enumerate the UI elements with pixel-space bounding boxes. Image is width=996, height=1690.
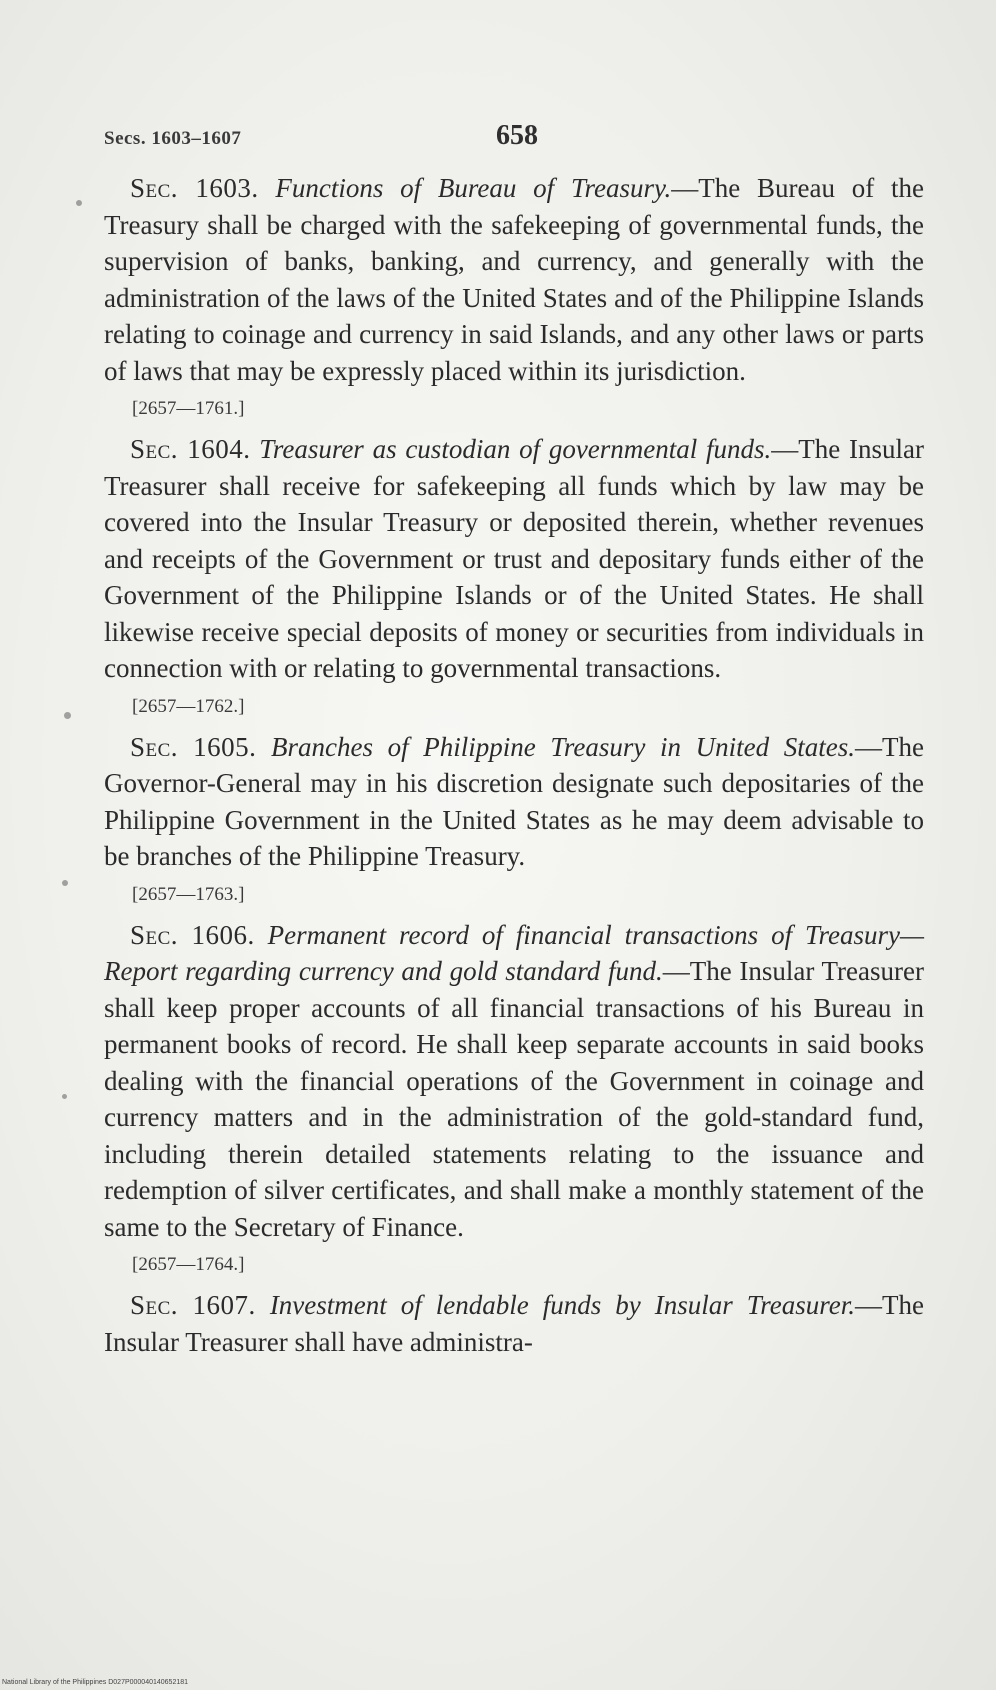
citation: [2657—1762.]: [132, 695, 245, 717]
section-text: —The Insular Treasurer shall keep proper accounts of all financial transactions of his Bureau in permanent books of record. He shall keep separate accounts in said books dealing with the financial operations of the Government in coinage and currency matters and in the administration of the gold-standard fund, including therein detailed statements relating to the issuance and redemption of silver certificates, and shall make a monthly statement of the same to the Secretary of Finance.: [104, 956, 924, 1242]
scan-speck: [62, 1094, 67, 1099]
section-text: —The Insular Treasurer shall receive for safekeeping all funds which by law may be covered into the Insular Treasury or deposited therein, whether revenues and receipts of the Government or trust and depositary funds either of the Government of the Philippine Islands or of the United States. He shall likewise receive special deposits of money or securities from individuals in connection with or relating to governmental transactions.: [104, 434, 924, 683]
scan-speck: [64, 712, 71, 719]
section-1606: [104, 917, 924, 1246]
scan-speck: [62, 880, 68, 886]
citation: [2657—1761.]: [132, 398, 245, 419]
citation: [2657—1764.]: [132, 1254, 245, 1275]
section-1607: [104, 1287, 924, 1360]
citation: [2657—1763.]: [132, 883, 245, 905]
section-1604: [104, 431, 924, 687]
section-title: Permanent record of financial transactions of Treasury—Report regarding currency and gold standard fund.: [104, 919, 924, 986]
section-1605: [104, 729, 924, 875]
section-label: Sec. 1607.: [130, 1290, 256, 1320]
scan-speck: [76, 200, 82, 206]
section-text: —The Governor-General may in his discretion designate such depositaries of the Philippine Government in the United States as he may deem advisable to be branches of the Philippine Treasury.: [104, 731, 924, 871]
section-title: Functions of Bureau of Treasury.: [275, 173, 672, 203]
library-source-note: National Library of the Philippines D027P000040140652181: [2, 1679, 189, 1686]
section-label: Sec. 1605.: [130, 731, 257, 762]
section-title: Branches of Philippine Treasury in United States.: [271, 731, 856, 762]
section-text: —The Insular Treasurer shall have administra-: [104, 1290, 925, 1357]
page-number: 658: [496, 120, 538, 151]
page-header: [104, 120, 924, 160]
section-range: Secs. 1603–1607: [104, 128, 242, 149]
section-text: —The Bureau of the Treasury shall be charged with the safekeeping of governmental funds, the supervision of banks, banking, and currency, and generally with the administration of the laws of the United States and of the Philippine Islands relating to coinage and currency in said Islands, and any other laws or parts of laws that may be expressly placed within its jurisdiction.: [104, 173, 924, 386]
section-label: Sec. 1603.: [130, 173, 259, 203]
section-label: Sec. 1606.: [130, 919, 255, 950]
section-title: Treasurer as custodian of governmental funds.: [259, 434, 772, 464]
section-1603: [104, 170, 924, 389]
section-title: Investment of lendable funds by Insular Treasurer.: [269, 1290, 856, 1320]
body-text: [104, 170, 924, 1360]
section-label: Sec. 1604.: [130, 434, 251, 464]
